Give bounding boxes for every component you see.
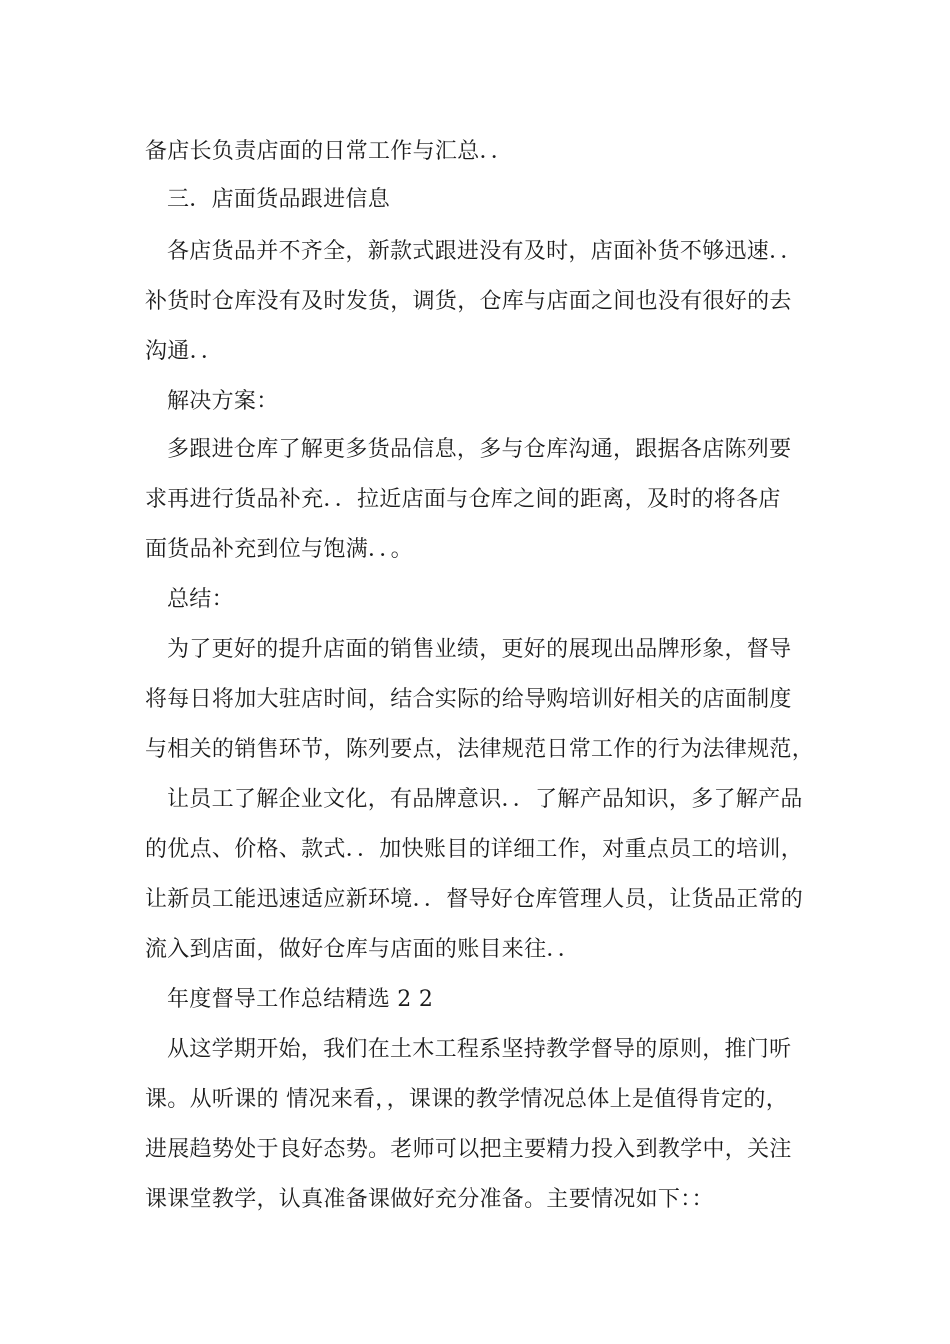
text-line: 从这学期开始，我们在土木工程系坚持教学督导的原则，推门听 [167,1037,792,1062]
subheading: 总结： [167,587,234,612]
text-line: 让员工了解企业文化，有品牌意识．．了解产品知识，多了解产品 [167,787,803,812]
text-line: 备店长负责店面的日常工作与汇总．． [145,139,514,164]
subheading: 解决方案： [167,389,279,414]
text-line: 求再进行货品补充．．拉近店面与仓库之间的距离，及时的将各店 [145,487,781,512]
text-line: 课课堂教学，认真准备课做好充分准备。主要情况如下：： [145,1187,714,1212]
text-line: 各店货品并不齐全，新款式跟进没有及时，店面补货不够迅速．． [167,239,803,264]
article-title: 年度督导工作总结精选 2 2 [167,987,434,1012]
text-line: 流入到店面，做好仓库与店面的账目来往．． [145,937,581,962]
text-line: 让新员工能迅速适应新环境．．督导好仓库管理人员，让货品正常的 [145,887,804,912]
text-line: 为了更好的提升店面的销售业绩，更好的展现出品牌形象，督导 [167,637,792,662]
text-line: 沟通．． [145,339,224,364]
text-line: 补货时仓库没有及时发货，调货，仓库与店面之间也没有很好的去 [145,289,792,314]
text-line: 将每日将加大驻店时间，结合实际的给导购培训好相关的店面制度 [145,687,792,712]
section-heading: 三．店面货品跟进信息 [167,187,391,212]
text-line: 多跟进仓库了解更多货品信息，多与仓库沟通，跟据各店陈列要 [167,437,792,462]
text-line: 的优点、价格、款式．．加快账目的详细工作，对重点员工的培训， [145,837,804,862]
text-line: 进展趋势处于良好态势。老师可以把主要精力投入到教学中，关注 [145,1137,792,1162]
text-line: 课。从听课的 情况来看，，课课的教学情况总体上是值得肯定的， [145,1087,788,1112]
text-line: 与相关的销售环节，陈列要点，法律规范日常工作的行为法律规范， [145,737,815,762]
text-line: 面货品补充到位与饱满．．。 [145,537,413,562]
